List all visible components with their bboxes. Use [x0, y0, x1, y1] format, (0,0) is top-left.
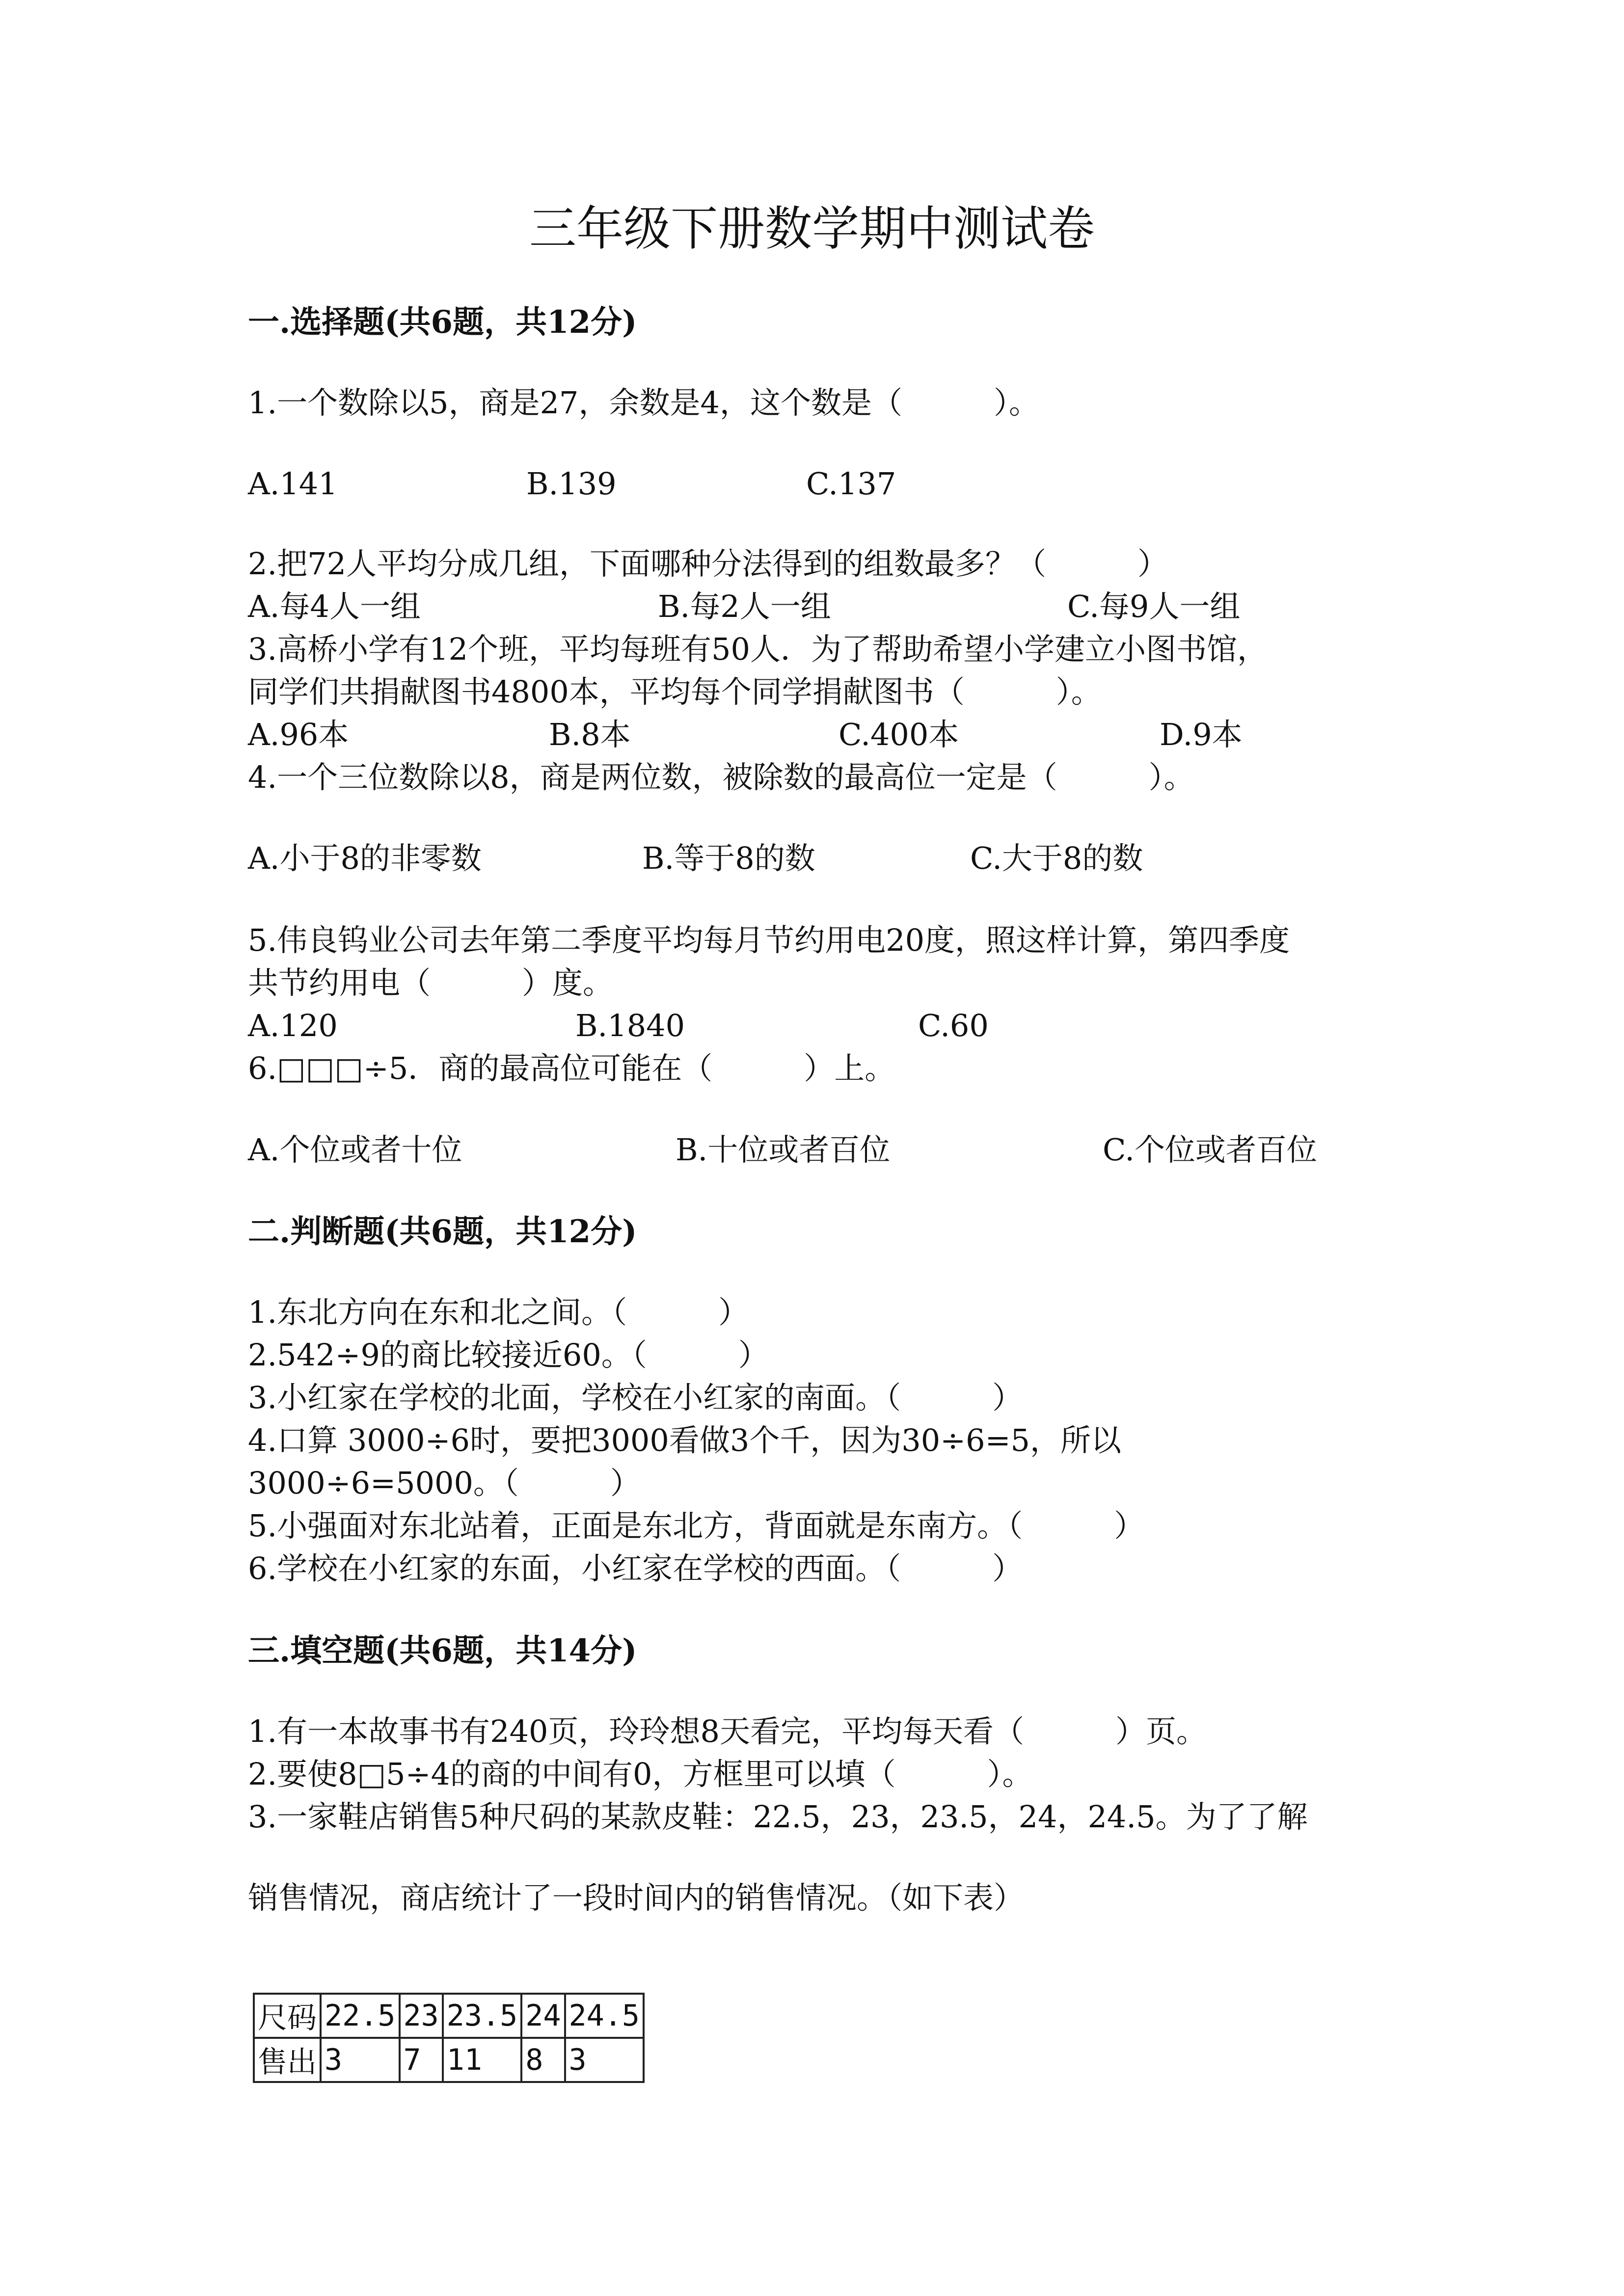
- question-1-stem: 1.一个数除以5，商是27，余数是4，这个数是（ ）。: [248, 385, 1039, 421]
- question-5-option-a: A.120: [248, 1008, 338, 1043]
- table-row: [254, 2038, 644, 2082]
- question-3-option-b: B.8本: [549, 717, 631, 752]
- table-cell: 3: [565, 2038, 644, 2082]
- question-1-option-a: A.141: [248, 466, 338, 502]
- judgement-item: 6.学校在小红家的东面，小红家在学校的西面。（ ）: [248, 1550, 1023, 1586]
- table-cell: 24: [521, 1994, 565, 2038]
- section-heading-judgement: 二.判断题(共6题，共12分): [248, 1213, 637, 1250]
- section-heading-choice: 一.选择题(共6题，共12分): [248, 304, 637, 341]
- table-cell: 8: [521, 2038, 565, 2082]
- table-cell: 24.5: [565, 1994, 644, 2038]
- question-2-stem: 2.把72人平均分成几组，下面哪种分法得到的组数最多？（ ）: [248, 546, 1168, 582]
- question-3-stem-line1: 3.高桥小学有12个班，平均每班有50人．为了帮助希望小学建立小图书馆，: [248, 631, 1268, 667]
- judgement-item: 5.小强面对东北站着，正面是东北方，背面就是东南方。（ ）: [248, 1508, 1145, 1544]
- question-4-option-c: C.大于8的数: [970, 840, 1143, 876]
- page-title: 三年级下册数学期中测试卷: [529, 201, 1095, 256]
- judgement-item: 2.542÷9的商比较接近60。（ ）: [248, 1337, 769, 1373]
- question-4-stem: 4.一个三位数除以8，商是两位数，被除数的最高位一定是（ ）。: [248, 759, 1194, 795]
- question-3-stem-line2: 同学们共捐献图书4800本，平均每个同学捐献图书（ ）。: [248, 674, 1102, 710]
- question-2-option-a: A.每4人一组: [248, 588, 421, 624]
- table-cell: 22.5: [321, 1994, 400, 2038]
- judgement-item: 4.口算 3000÷6时，要把3000看做3个千，因为30÷6=5，所以: [248, 1422, 1121, 1458]
- fill-blank-item: 2.要使8□5÷4的商的中间有0，方框里可以填（ ）。: [248, 1756, 1033, 1792]
- question-6-option-a: A.个位或者十位: [248, 1132, 462, 1168]
- question-5-option-b: B.1840: [575, 1008, 685, 1043]
- judgement-item: 1.东北方向在东和北之间。（ ）: [248, 1294, 749, 1330]
- question-6-stem: 6.□□□÷5．商的最高位可能在（ ）上。: [248, 1050, 895, 1086]
- question-6-option-c: C.个位或者百位: [1103, 1132, 1317, 1168]
- shoe-sales-table: [253, 1993, 645, 2083]
- table-cell: 售出: [254, 2038, 321, 2082]
- question-1-option-c: C.137: [806, 466, 896, 502]
- section-heading-fill-blank: 三.填空题(共6题，共14分): [248, 1632, 637, 1669]
- question-2-option-c: C.每9人一组: [1067, 588, 1241, 624]
- question-4-option-b: B.等于8的数: [642, 840, 815, 876]
- fill-blank-item: 3.一家鞋店销售5种尺码的某款皮鞋：22.5，23，23.5，24，24.5。为了了解: [248, 1799, 1308, 1835]
- judgement-item: 3.小红家在学校的北面，学校在小红家的南面。（ ）: [248, 1380, 1023, 1415]
- question-2-option-b: B.每2人一组: [658, 588, 831, 624]
- question-4-option-a: A.小于8的非零数: [248, 840, 482, 876]
- fill-blank-item: 1.有一本故事书有240页，玲玲想8天看完，平均每天看（ ）页。: [248, 1713, 1207, 1749]
- question-5-stem-line2: 共节约用电（ ）度。: [248, 965, 614, 1001]
- question-6-option-b: B.十位或者百位: [676, 1132, 891, 1168]
- judgement-item-continuation: 3000÷6=5000。（ ）: [248, 1465, 641, 1501]
- question-5-stem-line1: 5.伟良钨业公司去年第二季度平均每月节约用电20度，照这样计算，第四季度: [248, 922, 1290, 958]
- table-cell: 23: [400, 1994, 443, 2038]
- table-cell: 7: [400, 2038, 443, 2082]
- table-cell: 3: [321, 2038, 400, 2082]
- question-1-option-b: B.139: [526, 466, 617, 502]
- table-cell: 11: [443, 2038, 522, 2082]
- question-3-option-c: C.400本: [839, 717, 959, 752]
- question-3-option-d: D.9本: [1160, 717, 1243, 752]
- question-3-option-a: A.96本: [248, 717, 349, 752]
- question-5-option-c: C.60: [918, 1008, 989, 1043]
- table-cell: 23.5: [443, 1994, 522, 2038]
- table-row: [254, 1994, 644, 2038]
- fill-blank-item-continuation: 销售情况，商店统计了一段时间内的销售情况。（如下表）: [248, 1880, 1025, 1916]
- table-cell: 尺码: [254, 1994, 321, 2038]
